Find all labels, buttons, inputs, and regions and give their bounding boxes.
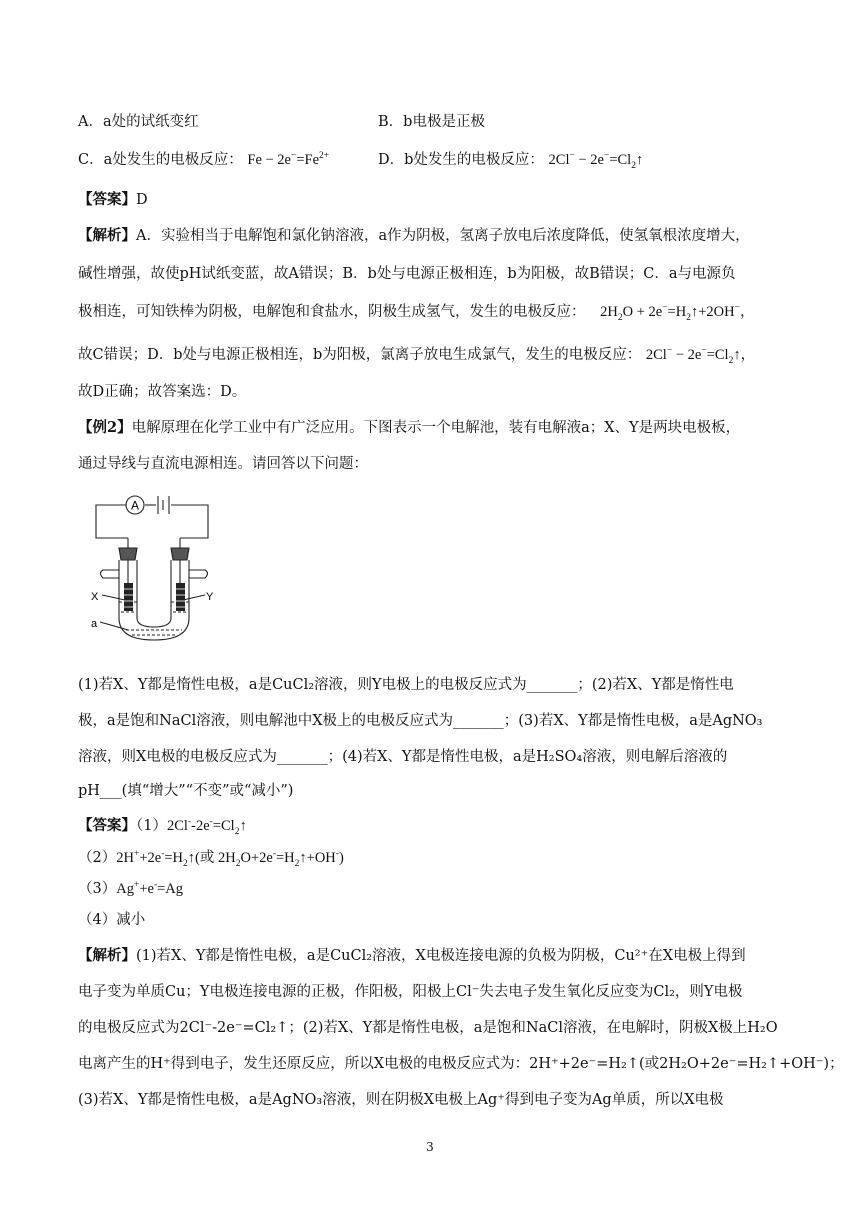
option-a-label: A． <box>78 114 103 130</box>
pointer-a <box>100 622 128 630</box>
page-number: 3 <box>426 1140 434 1154</box>
answer-2-tag: 【答案】 <box>78 817 136 834</box>
analysis-1-text-1: A．实验相当于电解饱和氯化钠溶液，a作为阴极，氢离子放电后浓度降低，使氢氧根浓度增大， <box>136 228 750 244</box>
label-x: X <box>91 591 99 603</box>
example-2-text-1: 电解原理在化学工业中有广泛应用。下图表示一个电解池，装有电解液a；X、Y是两块电极板， <box>131 420 741 436</box>
analysis-1-line-2: 碱性增强，故使pH试纸变蓝，故A错误；B．b处与电源正极相连，b为阳极，故B错误；C．a与电源负 <box>78 266 736 282</box>
analysis-2-line-4: 电离产生的H⁺得到电子，发生还原反应，所以X电极的电极反应式为：2H⁺+2e⁻=H₂↑(或2H₂O+2e⁻=H₂↑+OH⁻)； <box>78 1056 844 1072</box>
option-c-label: C． <box>78 152 104 168</box>
analysis-1-line-5: 故D正确；故答案选：D。 <box>78 384 247 400</box>
analysis-2-tag: 【解析】 <box>78 947 136 964</box>
question-line-3: 溶液，则X电极的电极反应式为_______；(4)若X、Y都是惰性电极，a是H₂SO₄溶液，则电解后溶液的 <box>78 749 728 765</box>
example-2-line-2: 通过导线与直流电源相连。请回答以下问题： <box>78 456 368 472</box>
analysis-2-text-1: (1)若X、Y都是惰性电极，a是CuCl₂溶液，X电极连接电源的负极为阴极，Cu²⁺在X电极上得到 <box>136 948 746 964</box>
example-2-tag: 【例2】 <box>78 419 132 436</box>
answer-2-value-4: 减小 <box>116 912 146 928</box>
analysis-1-line-3 <box>78 302 754 322</box>
option-c-formula: $Fe - 2e^-=Fe^{2+}$ <box>247 151 330 168</box>
option-b-text: b电极是正极 <box>403 114 485 130</box>
answer-2-num-1: （1） <box>136 818 167 834</box>
u-tube-inner <box>137 560 171 627</box>
analysis-1-tag: 【解析】 <box>78 227 136 244</box>
option-d <box>378 150 643 170</box>
analysis-1-text-3: 极相连，可知铁棒为阴极，电解饱和食盐水，阴极生成氢气，发生的电极反应： <box>78 304 586 320</box>
analysis-1-text-4: 故C错误；D．b处与电源正极相连，b为阳极，氯离子放电生成氯气，发生的电极反应： <box>78 347 642 363</box>
analysis-1-line-4 <box>78 345 755 365</box>
option-d-label: D． <box>378 152 405 168</box>
wire-left <box>96 505 128 538</box>
answer-2-num-3: （3） <box>78 881 117 897</box>
side-arm-left <box>101 570 120 578</box>
answer-2-line-1 <box>78 816 247 836</box>
question-line-4: pH___(填“增大”“不变”或“减小”) <box>78 783 294 799</box>
option-d-formula: $2Cl^- - 2e^-=Cl_2↑$ <box>548 151 644 171</box>
stopper-right <box>171 548 189 560</box>
question-line-2: 极，a是饱和NaCl溶液，则电解池中X极上的电极反应式为_______；(3)若X、Y都是惰性电极，a是AgNO₃ <box>78 713 763 729</box>
label-a: a <box>91 618 98 630</box>
pointer-y <box>183 595 205 600</box>
answer-2-line-4 <box>78 910 145 930</box>
ammeter-label: A <box>130 498 140 513</box>
option-c <box>78 150 329 170</box>
wire-right <box>171 505 208 538</box>
analysis-2-line-1 <box>78 946 746 966</box>
answer-2-num-2: （2） <box>78 850 117 866</box>
answer-1 <box>78 190 148 210</box>
electrolysis-diagram <box>88 490 228 655</box>
answer-2-line-2 <box>78 848 344 868</box>
option-a-text: a处的试纸变红 <box>102 114 199 130</box>
pointer-x <box>102 595 125 600</box>
analysis-1-line-1 <box>78 226 750 246</box>
analysis-2-line-2: 电子变为单质Cu；Y电极连接电源的正极，作阳极，阳极上Cl⁻失去电子发生氧化反应变为Cl₂，则Y电极 <box>78 984 743 1000</box>
stopper-left <box>119 548 137 560</box>
answer-2-formula-2: $2H^++2e^-=H_2↑$(或 $2H_2O+2e^-=H_2↑+OH^-$) <box>116 849 344 869</box>
answer-1-value: D <box>136 192 148 208</box>
analysis-2-line-3: 的电极反应式为2Cl⁻-2e⁻=Cl₂↑；(2)若X、Y都是惰性电极，a是饱和NaCl溶液，在电解时，阴极X极上H₂O <box>78 1020 778 1036</box>
option-b <box>378 112 485 132</box>
example-2-line-1 <box>78 418 740 438</box>
liquid-hatch <box>121 612 187 635</box>
option-a <box>78 112 199 132</box>
answer-1-tag: 【答案】 <box>78 191 136 208</box>
question-line-1: (1)若X、Y都是惰性电极，a是CuCl₂溶液，则Y电极上的电极反应式为_______；(2)若X、Y都是惰性电 <box>78 677 734 693</box>
answer-2-formula-3: Ag++e-=Ag <box>116 880 184 897</box>
analysis-1-formula-2: $2Cl^- - 2e^-=Cl_2↑$， <box>645 346 756 366</box>
analysis-1-formula-1: $2H_2O$ + $2e^-=H_2↑+2OH^-$， <box>600 303 755 323</box>
answer-2-num-4: （4） <box>78 912 117 928</box>
option-c-text: a处发生的电极反应： <box>103 152 243 168</box>
answer-2-line-3 <box>78 879 183 899</box>
side-arm-right <box>189 570 208 578</box>
label-y: Y <box>206 591 214 603</box>
analysis-2-line-5: (3)若X、Y都是惰性电极，a是AgNO₃溶液，则在阴极X电极上Ag⁺得到电子变为Ag单质，所以X电极 <box>78 1092 724 1108</box>
option-b-label: B． <box>378 114 404 130</box>
option-d-text: b处发生的电极反应： <box>404 152 544 168</box>
answer-2-formula-1: $2Cl^--2e^-=Cl_2↑$ <box>166 817 247 837</box>
